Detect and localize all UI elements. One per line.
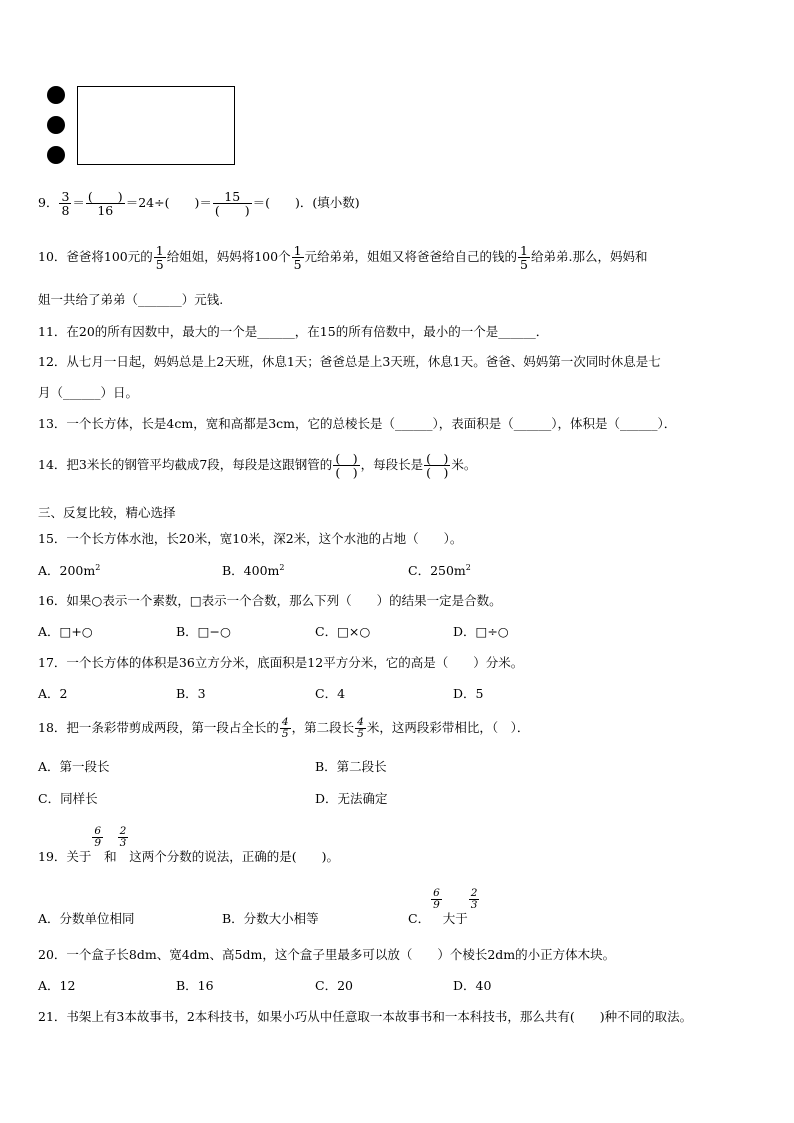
- q15-c-sup: 2: [465, 563, 471, 572]
- q14-fraction-1: [333, 452, 359, 479]
- q19-f1-den: 9: [94, 837, 102, 850]
- q18-part2: ，第二段长: [291, 720, 355, 736]
- question-15: 15．一个长方体水池，长20米，宽10米，深2米，这个水池的占地（ ）。: [38, 531, 463, 546]
- question-13: 13．一个长方体，长是4cm，宽和高都是3cm，它的总棱长是（______），表面积是（______），体积是（______）．: [38, 416, 677, 431]
- q14-fraction-2: [424, 452, 450, 479]
- q9-b-num: ( ): [87, 189, 123, 204]
- q18-fraction-2: [355, 717, 366, 740]
- q14-part1: 14．把3米长的钢管平均截成7段，每段是这跟钢管的: [38, 457, 333, 473]
- question-20: 20．一个盒子长8dm、宽4dm、高5dm，这个盒子里最多可以放（ ）个棱长2dm的小正方体木块。: [38, 947, 616, 962]
- question-11: 11．在20的所有因数中，最大的一个是______，在15的所有倍数中，最小的一个是______．: [38, 324, 549, 339]
- q15-a-text: A．200m: [38, 563, 96, 579]
- q19-f2-den: 3: [119, 837, 127, 850]
- q19-mid: 和: [104, 849, 117, 865]
- q9-c-den: ( ): [214, 203, 250, 219]
- q14-f2-den: ( ): [426, 465, 449, 481]
- q19-c-f2-num: 2: [470, 887, 478, 899]
- q15-option-c: [408, 564, 471, 578]
- q10-f1-den: 5: [155, 257, 164, 273]
- q16-option-a: A．□+○: [38, 624, 93, 639]
- q9-tail: ＝( )．(填小数): [252, 195, 360, 211]
- q9-a-den: 8: [61, 203, 70, 219]
- q19-c-f1-den: 9: [433, 899, 440, 912]
- q18-f1-den: 5: [281, 728, 289, 741]
- q18-option-c: C．同样长: [38, 791, 98, 806]
- q19-c-fraction-1: [431, 888, 442, 911]
- q19-option-b: B．分数大小相等: [222, 911, 319, 926]
- q10-fraction-1: [154, 244, 166, 271]
- q10-f3-num: 1: [520, 243, 528, 258]
- q19-c-prefix: C．: [408, 911, 431, 927]
- q19-c-f2-den: 3: [470, 899, 478, 912]
- binding-dot-2: [47, 116, 65, 134]
- q15-c-text: C．250m: [408, 563, 466, 579]
- q10-fraction-3: [518, 244, 530, 271]
- q20-option-b: B．16: [176, 978, 214, 993]
- q19-c-mid: 大于: [442, 911, 468, 927]
- q18-option-b: B．第二段长: [315, 759, 387, 774]
- question-10: [38, 244, 647, 271]
- q16-option-c: C．□×○: [315, 624, 371, 639]
- name-box: [77, 86, 235, 165]
- q16-option-d: D．□÷○: [453, 624, 509, 639]
- q14-f2-num: ( ): [426, 451, 449, 466]
- q16-option-b: B．□−○: [176, 624, 231, 639]
- q17-option-d: D．5: [453, 686, 484, 701]
- q18-option-a: A．第一段长: [38, 759, 110, 774]
- q14-part3: 米。: [451, 457, 477, 473]
- q10-part1: 10．爸爸将100元的: [38, 249, 153, 265]
- q18-part1: 18．把一条彩带剪成两段，第一段占全长的: [38, 720, 279, 736]
- q10-fraction-2: [292, 244, 304, 271]
- q19-c-f1-num: 6: [433, 887, 440, 899]
- q20-option-a: A．12: [38, 978, 76, 993]
- q10-part4: 给弟弟.那么，妈妈和: [531, 249, 648, 265]
- question-9: [38, 190, 360, 217]
- q9-c-num: 15: [224, 189, 241, 204]
- question-14: [38, 452, 476, 479]
- q20-option-d: D．40: [453, 978, 492, 993]
- question-18: [38, 717, 529, 740]
- q19-c-fraction-2: [469, 888, 480, 911]
- question-19: [38, 826, 339, 864]
- q9-fraction-b: [86, 190, 125, 217]
- q15-a-sup: 2: [95, 563, 101, 572]
- q18-f2-den: 5: [357, 728, 364, 741]
- q9-eq1: ＝: [72, 195, 85, 211]
- q15-b-text: B．400m: [222, 563, 280, 579]
- q18-part3: 米，这两段彩带相比，（ ）．: [366, 720, 530, 736]
- q14-part2: ，每段长是: [360, 457, 424, 473]
- q19-f1-num: 6: [94, 825, 102, 837]
- q19-f2-num: 2: [119, 825, 127, 837]
- q9-fraction-a: [59, 190, 71, 217]
- q10-f2-den: 5: [293, 257, 302, 273]
- q17-option-b: B．3: [176, 686, 206, 701]
- q10-f2-num: 1: [293, 243, 302, 258]
- q14-f1-num: ( ): [335, 451, 358, 466]
- q15-option-b: [222, 564, 285, 578]
- q9-b-den: 16: [86, 203, 125, 217]
- q15-b-sup: 2: [279, 563, 285, 572]
- q19-prefix: 19．关于: [38, 849, 92, 865]
- q10-part2: 给姐姐，妈妈将100个: [166, 249, 291, 265]
- section-3-heading: 三、反复比较，精心选择: [38, 505, 176, 520]
- binding-dot-1: [47, 86, 65, 104]
- q19-option-c: [408, 888, 480, 926]
- question-17: 17．一个长方体的体积是36立方分米，底面积是12平方分米，它的高是（ ）分米。: [38, 655, 524, 670]
- q15-option-a: [38, 564, 100, 578]
- q17-option-a: A．2: [38, 686, 68, 701]
- q10-f1-num: 1: [155, 243, 164, 258]
- q18-f1-num: 4: [281, 716, 289, 728]
- q14-f1-den: ( ): [335, 465, 358, 481]
- q10-part3: 元给弟弟，姐姐又将爸爸给自己的钱的: [304, 249, 518, 265]
- question-21: 21．书架上有3本故事书，2本科技书，如果小巧从中任意取一本故事书和一本科技书，那么共有( )种不同的取法。: [38, 1009, 693, 1024]
- q19-option-a: A．分数单位相同: [38, 911, 135, 926]
- q18-option-d: D．无法确定: [315, 791, 388, 806]
- question-12-line2: 月（______）日。: [38, 385, 139, 400]
- q9-eq2: ＝24÷( )＝: [125, 195, 212, 211]
- question-16: 16．如果○表示一个素数，□表示一个合数，那么下列（ ）的结果一定是合数。: [38, 593, 502, 608]
- q19-suffix: 这两个分数的说法，正确的是( )。: [129, 849, 340, 865]
- q19-fraction-2: [118, 826, 129, 849]
- binding-dot-3: [47, 146, 65, 164]
- q20-option-c: C．20: [315, 978, 353, 993]
- q9-fraction-c: [213, 190, 252, 217]
- q17-option-c: C．4: [315, 686, 346, 701]
- q19-fraction-1: [92, 826, 103, 849]
- q18-f2-num: 4: [357, 716, 364, 728]
- question-12-line1: 12．从七月一日起，妈妈总是上2天班，休息1天；爸爸总是上3天班，休息1天。爸爸、妈妈第一次同时休息是七: [38, 354, 661, 369]
- q18-fraction-1: [280, 717, 291, 740]
- q9-number: 9．: [38, 195, 59, 211]
- question-10-line2: 姐一共给了弟弟（_______）元钱.: [38, 292, 224, 307]
- q10-f3-den: 5: [520, 257, 528, 273]
- q9-a-num: 3: [61, 189, 70, 204]
